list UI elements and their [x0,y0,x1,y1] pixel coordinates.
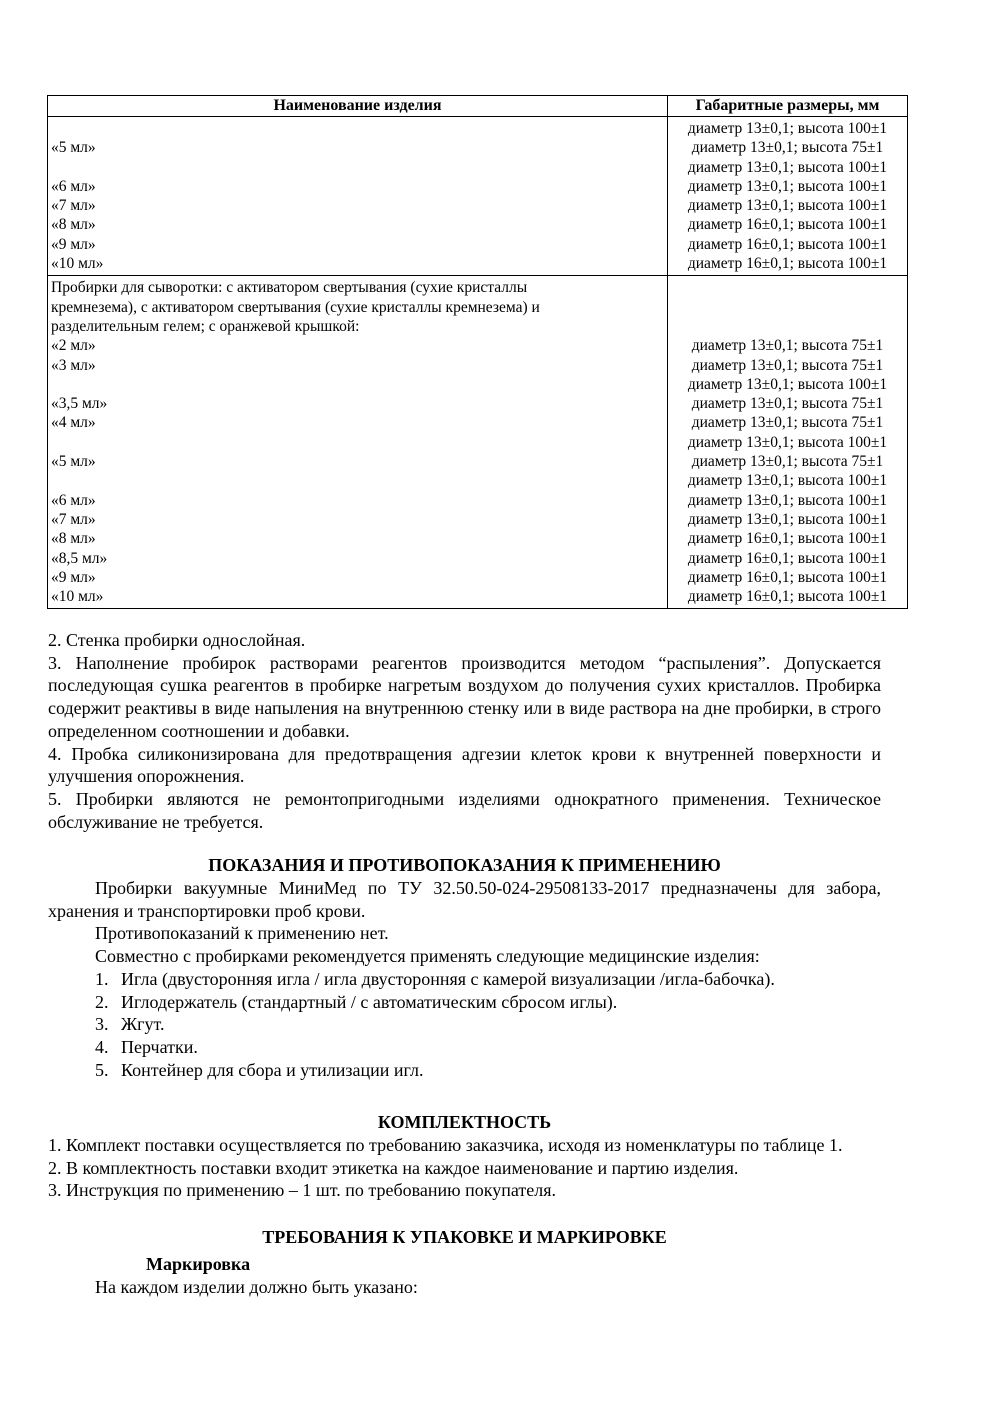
list-item-text: Контейнер для сбора и утилизации игл. [121,1059,424,1080]
product-name-line: «9 мл» [51,568,96,586]
dimension-line: диаметр 13±0,1; высота 100±1 [687,375,888,393]
section-title-packaging: ТРЕБОВАНИЯ К УПАКОВКЕ И МАРКИРОВКЕ [262,1227,667,1248]
dimensions-cell [668,276,908,609]
completeness-items [48,1134,881,1202]
dimension-line: диаметр 16±0,1; высота 100±1 [687,588,888,606]
product-name-line: «8,5 мл» [51,549,108,567]
list-item [95,1013,881,1036]
product-name-line [51,433,664,452]
dimension-line: диаметр 13±0,1; высота 100±1 [687,158,888,176]
dimension-line: диаметр 13±0,1; высота 100±1 [687,120,888,137]
product-name-line: «5 мл» [51,453,96,471]
product-name-line: «6 мл» [51,491,96,509]
list-item [95,1059,881,1082]
list-item [95,968,881,991]
row-intro-line: Пробирки для сыворотки: с активатором свертывания (сухие кристаллы [51,279,528,297]
completeness-item: 1. Комплект поставки осуществляется по требованию заказчика, исходя из номенклатуры по таблице 1. [48,1135,843,1156]
product-name-lines [51,336,664,606]
list-item [95,1036,881,1059]
product-name-line [51,375,664,394]
product-name-line: «5 мл» [51,139,96,157]
dimension-line: диаметр 13±0,1; высота 100±1 [687,510,888,528]
row-intro-line: кремнезема), с активатором свертывания (сухие кристаллы кремнезема) и [51,298,540,316]
table-row [48,117,908,276]
blank-line [668,317,907,336]
list-item-text: Жгут. [121,1014,165,1035]
para-single-use: 5. Пробирки являются не ремонтопригодными изделиями однократного применения. Техническое обслуживание не требуется. [48,788,881,832]
dimension-line: диаметр 13±0,1; высота 100±1 [687,433,888,451]
dimension-line: диаметр 16±0,1; высота 100±1 [687,216,888,234]
blank-line [668,298,907,317]
product-name-line: «6 мл» [51,177,96,195]
product-names-cell [48,117,668,276]
dimension-line: диаметр 13±0,1; высота 75±1 [691,414,884,432]
dimension-line: диаметр 13±0,1; высота 100±1 [687,177,888,195]
dimension-line: диаметр 13±0,1; высота 100±1 [687,197,888,215]
dimension-line: диаметр 13±0,1; высота 100±1 [687,491,888,509]
product-name-line [51,119,664,138]
list-item-number: 4. [95,1036,109,1057]
list-item-text: Перчатки. [121,1036,198,1057]
para-marking-intro: На каждом изделии должно быть указано: [95,1276,418,1297]
product-name-line: «7 мл» [51,510,96,528]
dimension-line: диаметр 16±0,1; высота 100±1 [687,568,888,586]
product-names-cell [48,276,668,609]
list-item-number: 5. [95,1059,109,1080]
section-title-indications: ПОКАЗАНИЯ И ПРОТИВОПОКАЗАНИЯ К ПРИМЕНЕНИЮ [208,855,721,876]
para-stopper: 4. Пробка силиконизирована для предотвращения адгезии клеток крови к внутренней поверхности и улучшения опорожнения. [48,743,881,787]
blank-line [668,278,907,297]
product-name-line: «8 мл» [51,216,96,234]
list-item [95,991,881,1014]
product-name-line: «2 мл» [51,337,96,355]
completeness-item: 3. Инструкция по применению – 1 шт. по требованию покупателя. [48,1180,556,1201]
completeness-item: 2. В комплектность поставки входит этикетка на каждое наименование и партию изделия. [48,1157,739,1178]
dimension-line: диаметр 13±0,1; высота 75±1 [691,337,884,355]
dimension-lines [668,119,907,273]
dimension-line: диаметр 16±0,1; высота 100±1 [687,530,888,548]
dimension-line: диаметр 16±0,1; высота 100±1 [687,549,888,567]
document-body [48,629,881,1298]
table-header-product-name: Наименование изделия [48,96,668,117]
product-name-line: «3 мл» [51,356,96,374]
table-row [48,276,908,609]
recommended-devices-list [95,968,881,1082]
dimension-lines [668,336,907,606]
dimension-line: диаметр 16±0,1; высота 100±1 [687,255,888,273]
dimension-line: диаметр 13±0,1; высота 75±1 [691,356,884,374]
list-item-text: Игла (двусторонняя игла / игла двусторонняя с камерой визуализации /игла-бабочка). [121,968,775,989]
table-header-dimensions: Габаритные размеры, мм [668,96,908,117]
para-filling-method: 3. Наполнение пробирок растворами реагентов производится методом “распыления”. Допускается последующая сушка реагентов в пробирке нагретым воздухом до получения сухих кристаллов. Пробирка содержит реактивы в виде напыления на внутреннюю стенку или в виде раствора на дне пробирки, в строго определенном соотношении и добавки. [48,652,881,741]
list-item-text: Иглодержатель (стандартный / с автоматическим сбросом иглы). [121,991,618,1012]
row-intro-line: разделительным гелем; с оранжевой крышкой: [51,317,360,335]
dimensions-cell [668,117,908,276]
product-name-line: «3,5 мл» [51,395,108,413]
product-name-line: «7 мл» [51,197,96,215]
dimension-line: диаметр 13±0,1; высота 75±1 [691,395,884,413]
list-item-number: 1. [95,968,109,989]
dimension-line: диаметр 13±0,1; высота 100±1 [687,472,888,490]
para-purpose: Пробирки вакуумные МиниМед по ТУ 32.50.50-024-29508133-2017 предназначены для забора, хранения и транспортировки проб крови. [48,878,881,921]
product-dimensions-table [47,95,908,609]
table-header-row [48,96,908,117]
product-name-line [51,471,664,490]
product-name-line [51,158,664,177]
product-name-line: «4 мл» [51,414,96,432]
product-name-lines [51,119,664,273]
para-tube-wall: 2. Стенка пробирки однослойная. [48,630,306,650]
product-name-line: «9 мл» [51,235,96,253]
dimension-line: диаметр 13±0,1; высота 75±1 [691,453,884,471]
product-name-line: «10 мл» [51,588,104,606]
dimension-line: диаметр 13±0,1; высота 75±1 [691,139,884,157]
product-name-line: «8 мл» [51,530,96,548]
subsection-marking: Маркировка [146,1253,251,1274]
product-name-line: «10 мл» [51,255,104,273]
para-recommended-devices: Совместно с пробирками рекомендуется применять следующие медицинские изделия: [95,946,760,967]
list-item-number: 3. [95,1014,109,1035]
para-contraindications: Противопоказаний к применению нет. [95,923,389,944]
dimension-line: диаметр 16±0,1; высота 100±1 [687,235,888,253]
section-title-completeness: КОМПЛЕКТНОСТЬ [377,1112,552,1133]
list-item-number: 2. [95,991,109,1012]
